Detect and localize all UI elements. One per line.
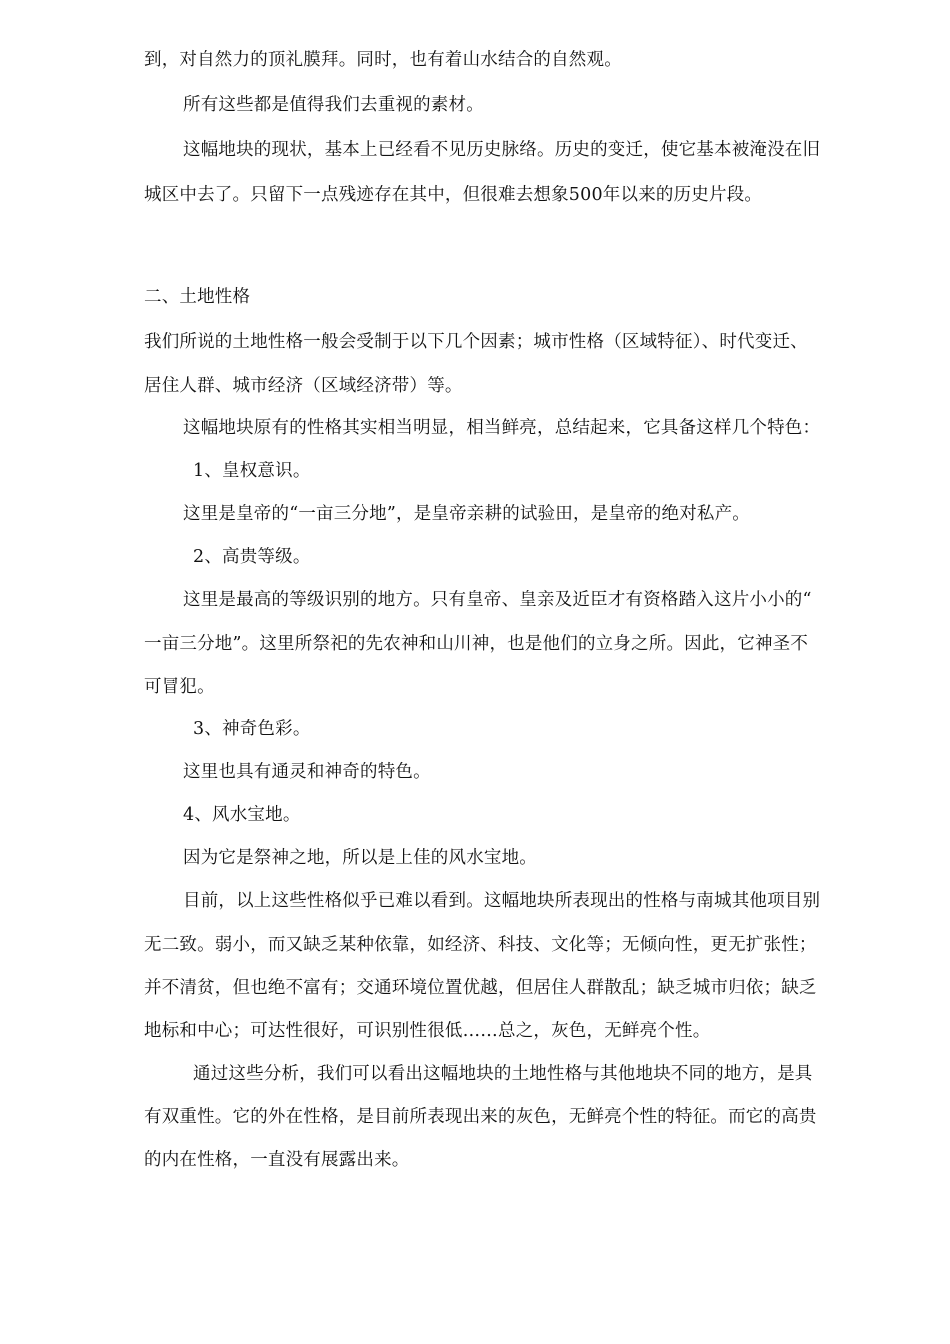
list-item-heading: 2、高贵等级。 xyxy=(193,547,311,567)
paragraph-line: 居住人群、城市经济（区域经济带）等。 xyxy=(144,376,463,396)
paragraph-line: 到，对自然力的顶礼膜拜。同时，也有着山水结合的自然观。 xyxy=(144,50,622,70)
paragraph-line: 这里是最高的等级识别的地方。只有皇帝、皇亲及近臣才有资格踏入这片小小的“ xyxy=(183,590,812,610)
paragraph-line: 这幅地块原有的性格其实相当明显，相当鲜亮，总结起来，它具备这样几个特色： xyxy=(183,418,821,438)
paragraph-line: 并不清贫，但也绝不富有；交通环境位置优越，但居住人群散乱；缺乏城市归依；缺乏 xyxy=(144,978,817,998)
paragraph-line: 目前，以上这些性格似乎已难以看到。这幅地块所表现出的性格与南城其他项目别 xyxy=(183,891,821,911)
section-heading: 二、土地性格 xyxy=(144,287,251,307)
paragraph-line: 通过这些分析，我们可以看出这幅地块的土地性格与其他地块不同的地方，是具 xyxy=(193,1064,813,1084)
paragraph-line: 地标和中心；可达性很好，可识别性很低……总之，灰色，无鲜亮个性。 xyxy=(144,1021,711,1041)
paragraph-line: 城区中去了。只留下一点残迹存在其中，但很难去想象500年以来的历史片段。 xyxy=(144,185,763,205)
paragraph-line: 我们所说的土地性格一般会受制于以下几个因素；城市性格（区域特征）、时代变迁、 xyxy=(144,332,808,352)
list-item-heading: 3、神奇色彩。 xyxy=(193,719,311,739)
paragraph-line: 无二致。弱小，而又缺乏某种依靠，如经济、科技、文化等；无倾向性，更无扩张性； xyxy=(144,935,817,955)
paragraph-line: 的内在性格，一直没有展露出来。 xyxy=(144,1150,410,1170)
paragraph-line: 因为它是祭神之地，所以是上佳的风水宝地。 xyxy=(183,848,537,868)
list-item-heading: 4、风水宝地。 xyxy=(183,805,301,825)
list-item-heading: 1、皇权意识。 xyxy=(193,461,311,481)
paragraph-line: 可冒犯。 xyxy=(144,677,215,697)
paragraph-line: 有双重性。它的外在性格，是目前所表现出来的灰色，无鲜亮个性的特征。而它的高贵 xyxy=(144,1107,817,1127)
paragraph-line: 这里是皇帝的“一亩三分地”，是皇帝亲耕的试验田，是皇帝的绝对私产。 xyxy=(183,504,750,524)
paragraph-line: 这里也具有通灵和神奇的特色。 xyxy=(183,762,431,782)
paragraph-line: 所有这些都是值得我们去重视的素材。 xyxy=(183,95,484,115)
paragraph-line: 这幅地块的现状，基本上已经看不见历史脉络。历史的变迁，使它基本被淹没在旧 xyxy=(183,140,821,160)
paragraph-line: 一亩三分地”。这里所祭祀的先农神和山川神，也是他们的立身之所。因此，它神圣不 xyxy=(144,634,809,654)
